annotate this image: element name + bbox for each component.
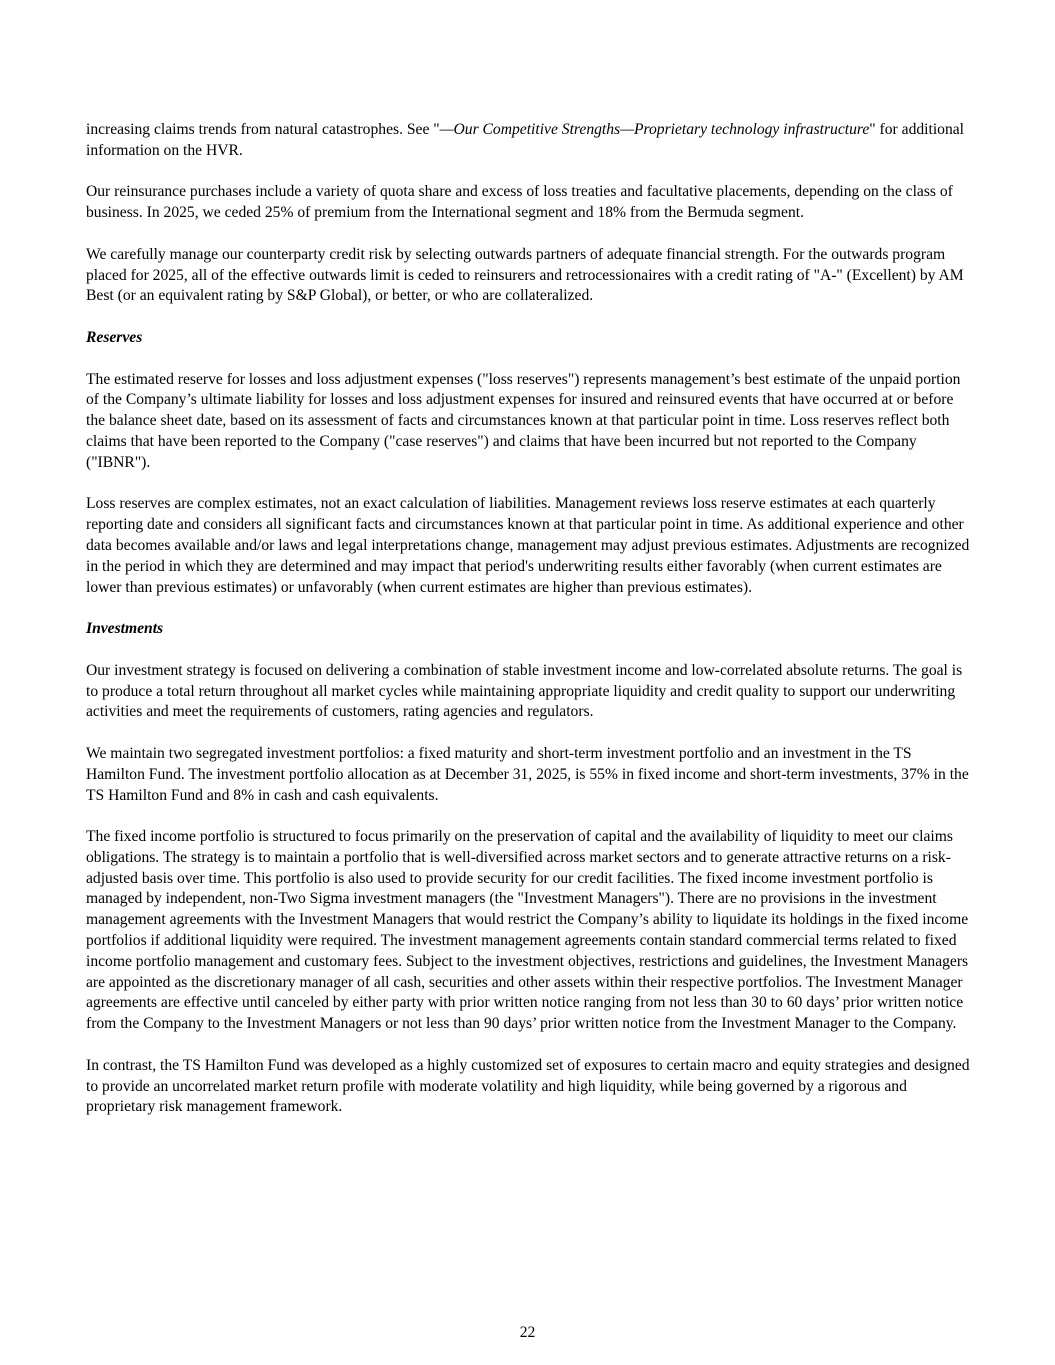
heading-investments: Investments	[86, 620, 164, 638]
paragraph-loss-reserves-definition: The estimated reserve for losses and loss adjustment expenses ("loss reserves") represents management’s best estimate of the unpaid portion of the Company’s ultimate liability for losses and loss adjustment expenses for insured and reinsured events that have occurred at or before the balance sheet date, based on its assessment of facts and circumstances known at that particular point in time. Loss reserves reflect both claims that have been reported to the Company ("case reserves") and claims that have been incurred but not reported to the Company ("IBNR").	[86, 370, 961, 471]
paragraph-loss-reserves-estimates: Loss reserves are complex estimates, not an exact calculation of liabilities. Management reviews loss reserve estimates at each quarterly reporting date and considers all significant facts and circumstances known at that particular point in time. As additional experience and other data becomes available and/or laws and legal interpretations change, management may adjust previous estimates. Adjustments are recognized in the period in which they are determined and may impact that period's underwriting results either favorably (when current estimates are lower than previous estimates) or unfavorably (when current estimates are higher than previous estimates).	[86, 495, 970, 596]
paragraph-reinsurance-purchases: Our reinsurance purchases include a variety of quota share and excess of loss treaties and facultative placements, depending on the class of business. In 2025, we ceded 25% of premium from the International segment and 18% from the Bermuda segment.	[86, 183, 953, 222]
document-body	[86, 120, 970, 1139]
paragraph-counterparty-risk: We carefully manage our counterparty credit risk by selecting outwards partners of adequate financial strength. For the outwards program placed for 2025, all of the effective outwards limit is ceded to reinsurers and retrocessionaires with a credit rating of "A-" (Excellent) by AM Best (or an equivalent rating by S&P Global), or better, or who are collateralized.	[86, 245, 964, 305]
cross-reference-link: —Our Competitive Strengths—Proprietary technology infrastructure	[439, 121, 870, 138]
paragraph-hvr-reference-end: " for additional information on the HVR.	[86, 121, 965, 159]
page-number: 22	[519, 1324, 536, 1341]
paragraph-fixed-income-portfolio: The fixed income portfolio is structured to focus primarily on the preservation of capital and the availability of liquidity to meet our claims obligations. The strategy is to maintain a portfolio that is well-diversified across market sectors and to generate attractive returns on a risk-adjusted basis over time. This portfolio is also used to provide security for our credit facilities. The fixed income investment portfolio is managed by independent, non-Two Sigma investment managers (the "Investment Managers"). There are no provisions in the investment management agreements with the Investment Managers that would restrict the Company’s ability to liquidate its holdings in the fixed income portfolios if additional liquidity were required. The investment management agreements contain standard commercial terms related to fixed income portfolio management and customary fees. Subject to the investment objectives, restrictions and guidelines, the Investment Managers are appointed as the discretionary manager of all cash, securities and other assets within their respective portfolios. The Investment Manager agreements are effective until canceled by either party with prior written notice ranging from not less than 30 to 60 days’ prior written notice from the Company to the Investment Managers or not less than 90 days’ prior written notice from the Investment Manager to the Company.	[86, 828, 969, 1033]
paragraph-hvr-reference	[86, 120, 970, 162]
paragraph-investment-strategy: Our investment strategy is focused on delivering a combination of stable investment income and low-correlated absolute returns. The goal is to produce a total return throughout all market cycles while maintaining appropriate liquidity and credit quality to support our underwriting activities and meet the requirements of customers, rating agencies and regulators.	[86, 661, 963, 721]
heading-reserves: Reserves	[86, 328, 143, 346]
paragraph-ts-hamilton-fund: In contrast, the TS Hamilton Fund was developed as a highly customized set of exposures to certain macro and equity strategies and designed to provide an uncorrelated market return profile with moderate volatility and high liquidity, while being governed by a rigorous and proprietary risk management framework.	[86, 1056, 970, 1116]
paragraph-hvr-reference-start: increasing claims trends from natural catastrophes. See "	[86, 121, 440, 138]
paragraph-investment-portfolios: We maintain two segregated investment portfolios: a fixed maturity and short-term investment portfolio and an investment in the TS Hamilton Fund. The investment portfolio allocation as at December 31, 2025, is 55% in fixed income and short-term investments, 37% in the TS Hamilton Fund and 8% in cash and cash equivalents.	[86, 744, 969, 804]
